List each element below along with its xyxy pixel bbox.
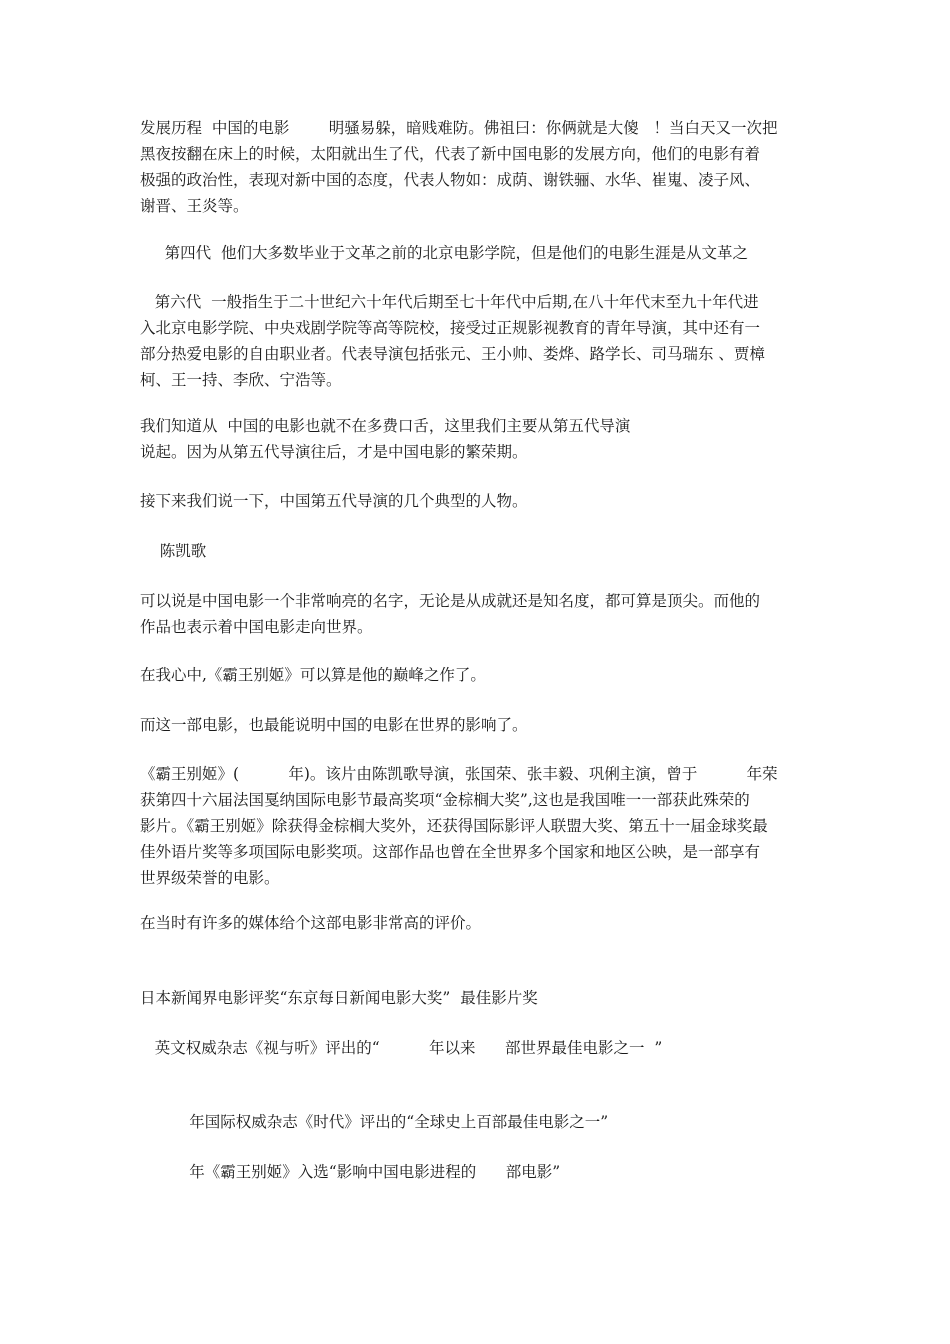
text-line: 接下来我们说一下，中国第五代导演的几个典型的人物。 (140, 492, 528, 510)
paragraph-fifth-generation-start (140, 413, 812, 465)
text-line: 极强的政治性，表现对新中国的态度，代表人物如：成荫、谢铁骊、水华、崔嵬、凌子风、 (140, 171, 761, 189)
text-line: 陈凯歌 (140, 542, 207, 560)
paragraph-farewell-details (140, 761, 812, 891)
paragraph-media-praise (140, 910, 812, 936)
heading-chen-kaige (140, 538, 812, 564)
text-line: 入北京电影学院、中央戏剧学院等高等院校，接受过正规影视教育的青年导演，其中还有一 (140, 319, 761, 337)
text-line: 部分热爱电影的自由职业者。代表导演包括张元、王小帅、娄烨、路学长、司马瑞东 、贾樟 (140, 345, 765, 363)
text-line: 黑夜按翻在床上的时候，太阳就出生了代，代表了新中国电影的发展方向，他们的电影有着 (140, 145, 761, 163)
paragraph-typical-figures (140, 488, 812, 514)
text-line: 英文权威杂志《视与听》评出的“ 年以来 部世界最佳电影之一 ” (140, 1039, 663, 1057)
text-line: 在当时有许多的媒体给个这部电影非常高的评价。 (140, 914, 482, 932)
text-line: 年国际权威杂志《时代》评出的“全球史上百部最佳电影之一” (140, 1113, 609, 1131)
text-line: 佳外语片奖等多项国际电影奖项。这部作品也曾在全世界多个国家和地区公映，是一部享有 (140, 843, 761, 861)
paragraph-sixth-generation (140, 289, 812, 393)
paragraph-japan-award (140, 985, 812, 1011)
paragraph-time-magazine (140, 1109, 812, 1135)
text-line: 可以说是中国电影一个非常响亮的名字，无论是从成就还是知名度，都可算是顶尖。而他的 (140, 592, 761, 610)
text-line: 说起。因为从第五代导演往后，才是中国电影的繁荣期。 (140, 443, 528, 461)
text-line: 发展历程 中国的电影 明骚易躲，暗贱难防。佛祖曰：你俩就是大傻 ！当白天又一次把 (140, 119, 778, 137)
text-line: 我们知道从 中国的电影也就不在多费口舌，这里我们主要从第五代导演 (140, 417, 631, 435)
paragraph-influence (140, 712, 812, 738)
text-line: 谢晋、王炎等。 (140, 197, 249, 215)
text-line: 日本新闻界电影评奖“东京每日新闻电影大奖” 最佳影片奖 (140, 989, 538, 1007)
text-line: 第六代 一般指生于二十世纪六十年代后期至七十年代中后期,在八十年代末至九十年代进 (140, 293, 759, 311)
paragraph-china-influence (140, 1159, 812, 1185)
text-line: 世界级荣誉的电影。 (140, 869, 280, 887)
text-line: 影片。《霸王别姬》除获得金棕榈大奖外，还获得国际影评人联盟大奖、第五十一届金球奖最 (140, 817, 768, 835)
text-line: 获第四十六届法国戛纳国际电影节最高奖项“金棕榈大奖”,这也是我国唯一一部获此殊荣的 (140, 791, 750, 809)
text-line: 作品也表示着中国电影走向世界。 (140, 618, 373, 636)
paragraph-intro (140, 115, 812, 219)
text-line: 而这一部电影，也最能说明中国的电影在世界的影响了。 (140, 716, 528, 734)
text-line: 在我心中,《霸王别姬》可以算是他的巅峰之作了。 (140, 666, 486, 684)
paragraph-fourth-generation (140, 240, 812, 266)
text-line: 第四代 他们大多数毕业于文革之前的北京电影学院，但是他们的电影生涯是从文革之 (140, 244, 748, 262)
paragraph-famous-name (140, 588, 812, 640)
text-line: 年《霸王别姬》入选“影响中国电影进程的 部电影” (140, 1163, 561, 1181)
text-line: 柯、王一持、李欣、宁浩等。 (140, 371, 342, 389)
text-line: 《霸王别姬》( 年)。该片由陈凯歌导演，张国荣、张丰毅、巩俐主演，曾于 年荣 (140, 765, 778, 783)
paragraph-sight-and-sound (140, 1035, 812, 1061)
paragraph-peak-work (140, 662, 812, 688)
